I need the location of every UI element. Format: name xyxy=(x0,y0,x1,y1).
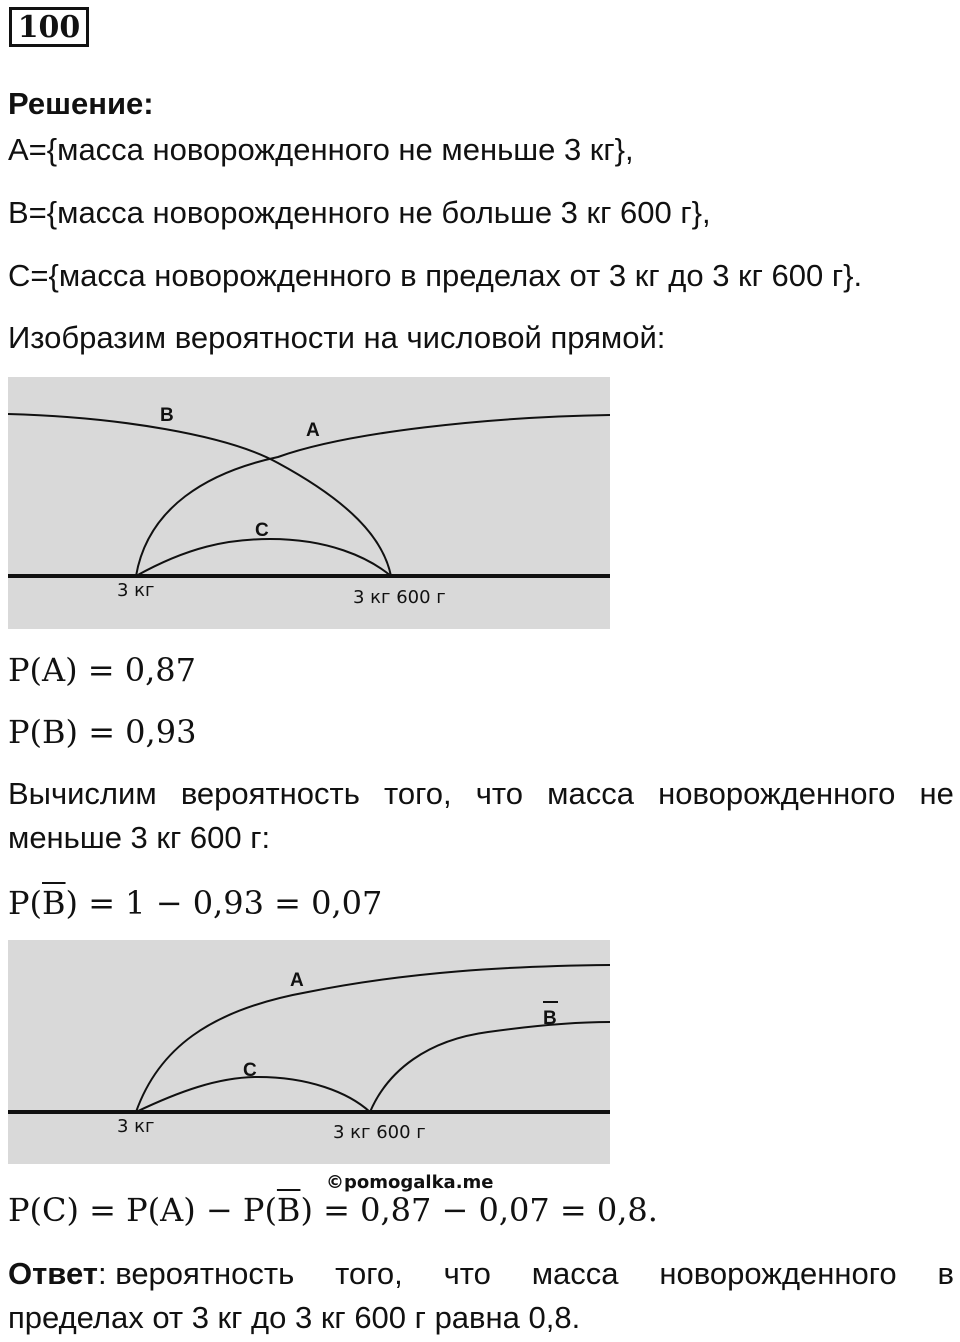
tick-3kg: 3 кг xyxy=(117,580,155,601)
diagram-background xyxy=(8,940,610,1164)
formula-part: P( xyxy=(8,884,43,922)
formula-complement-b xyxy=(8,883,382,923)
label-a: A xyxy=(306,420,320,441)
answer-paragraph xyxy=(8,1252,954,1340)
answer-first-word xyxy=(8,1252,294,1296)
word: того, xyxy=(335,1256,403,1291)
formula-pa: P(A) = 0,87 xyxy=(8,651,197,689)
watermark: ©pomogalka.me xyxy=(326,1172,494,1193)
word: масса xyxy=(547,776,634,811)
event-b-definition: B={масса новорожденного не больше 3 кг 600 г}, xyxy=(8,195,711,230)
word: того, xyxy=(384,776,452,811)
compute-paragraph xyxy=(8,772,954,860)
word: что xyxy=(475,776,523,811)
event-c-definition: C={масса новорожденного в пределах от 3 кг до 3 кг 600 г}. xyxy=(8,258,863,293)
word: новорожденного xyxy=(659,1256,897,1291)
label-c: C xyxy=(255,520,269,541)
word: в xyxy=(937,1256,954,1291)
formula-part: ) = 1 − 0,93 = 0,07 xyxy=(65,884,383,922)
problem-number: 100 xyxy=(9,7,89,47)
word: Вычислим xyxy=(8,776,157,811)
word: новорожденного xyxy=(658,776,896,811)
formula-part: ) = 0,87 − 0,07 = 0,8. xyxy=(300,1191,658,1229)
label-c: C xyxy=(243,1060,257,1081)
number-line-diagram-1 xyxy=(8,377,610,629)
label-b: B xyxy=(160,405,174,426)
b-complement-symbol: $\overline{B}$ xyxy=(276,1191,301,1229)
diagram-intro: Изобразим вероятности на числовой прямой: xyxy=(8,320,666,355)
event-a-definition: A={масса новорожденного не меньше 3 кг}, xyxy=(8,132,634,167)
solution-title: Решение: xyxy=(8,86,154,121)
formula-pc xyxy=(8,1190,658,1230)
label-b-complement: B xyxy=(543,1008,557,1029)
compute-line-1 xyxy=(8,772,954,816)
answer-line-1 xyxy=(8,1252,954,1296)
formula-pb: P(B) = 0,93 xyxy=(8,713,197,751)
formula-part: P(C) = P(A) − P( xyxy=(8,1191,277,1229)
word: : вероятность xyxy=(97,1256,295,1291)
diagram-background xyxy=(8,377,610,629)
label-a: A xyxy=(290,970,304,991)
b-complement-symbol: $\overline{B}$ xyxy=(42,884,66,922)
answer-label: Ответ xyxy=(8,1256,98,1291)
word: что xyxy=(443,1256,491,1291)
tick-3kg600g: 3 кг 600 г xyxy=(333,1122,426,1143)
answer-line-2: пределах от 3 кг до 3 кг 600 г равна 0,8. xyxy=(8,1300,581,1335)
compute-line-2: меньше 3 кг 600 г: xyxy=(8,820,271,855)
word: масса xyxy=(531,1256,619,1291)
tick-3kg: 3 кг xyxy=(117,1116,155,1137)
word: не xyxy=(919,776,954,811)
word: вероятность xyxy=(180,776,360,811)
number-line-diagram-2 xyxy=(8,940,610,1164)
tick-3kg600g: 3 кг 600 г xyxy=(353,587,446,608)
